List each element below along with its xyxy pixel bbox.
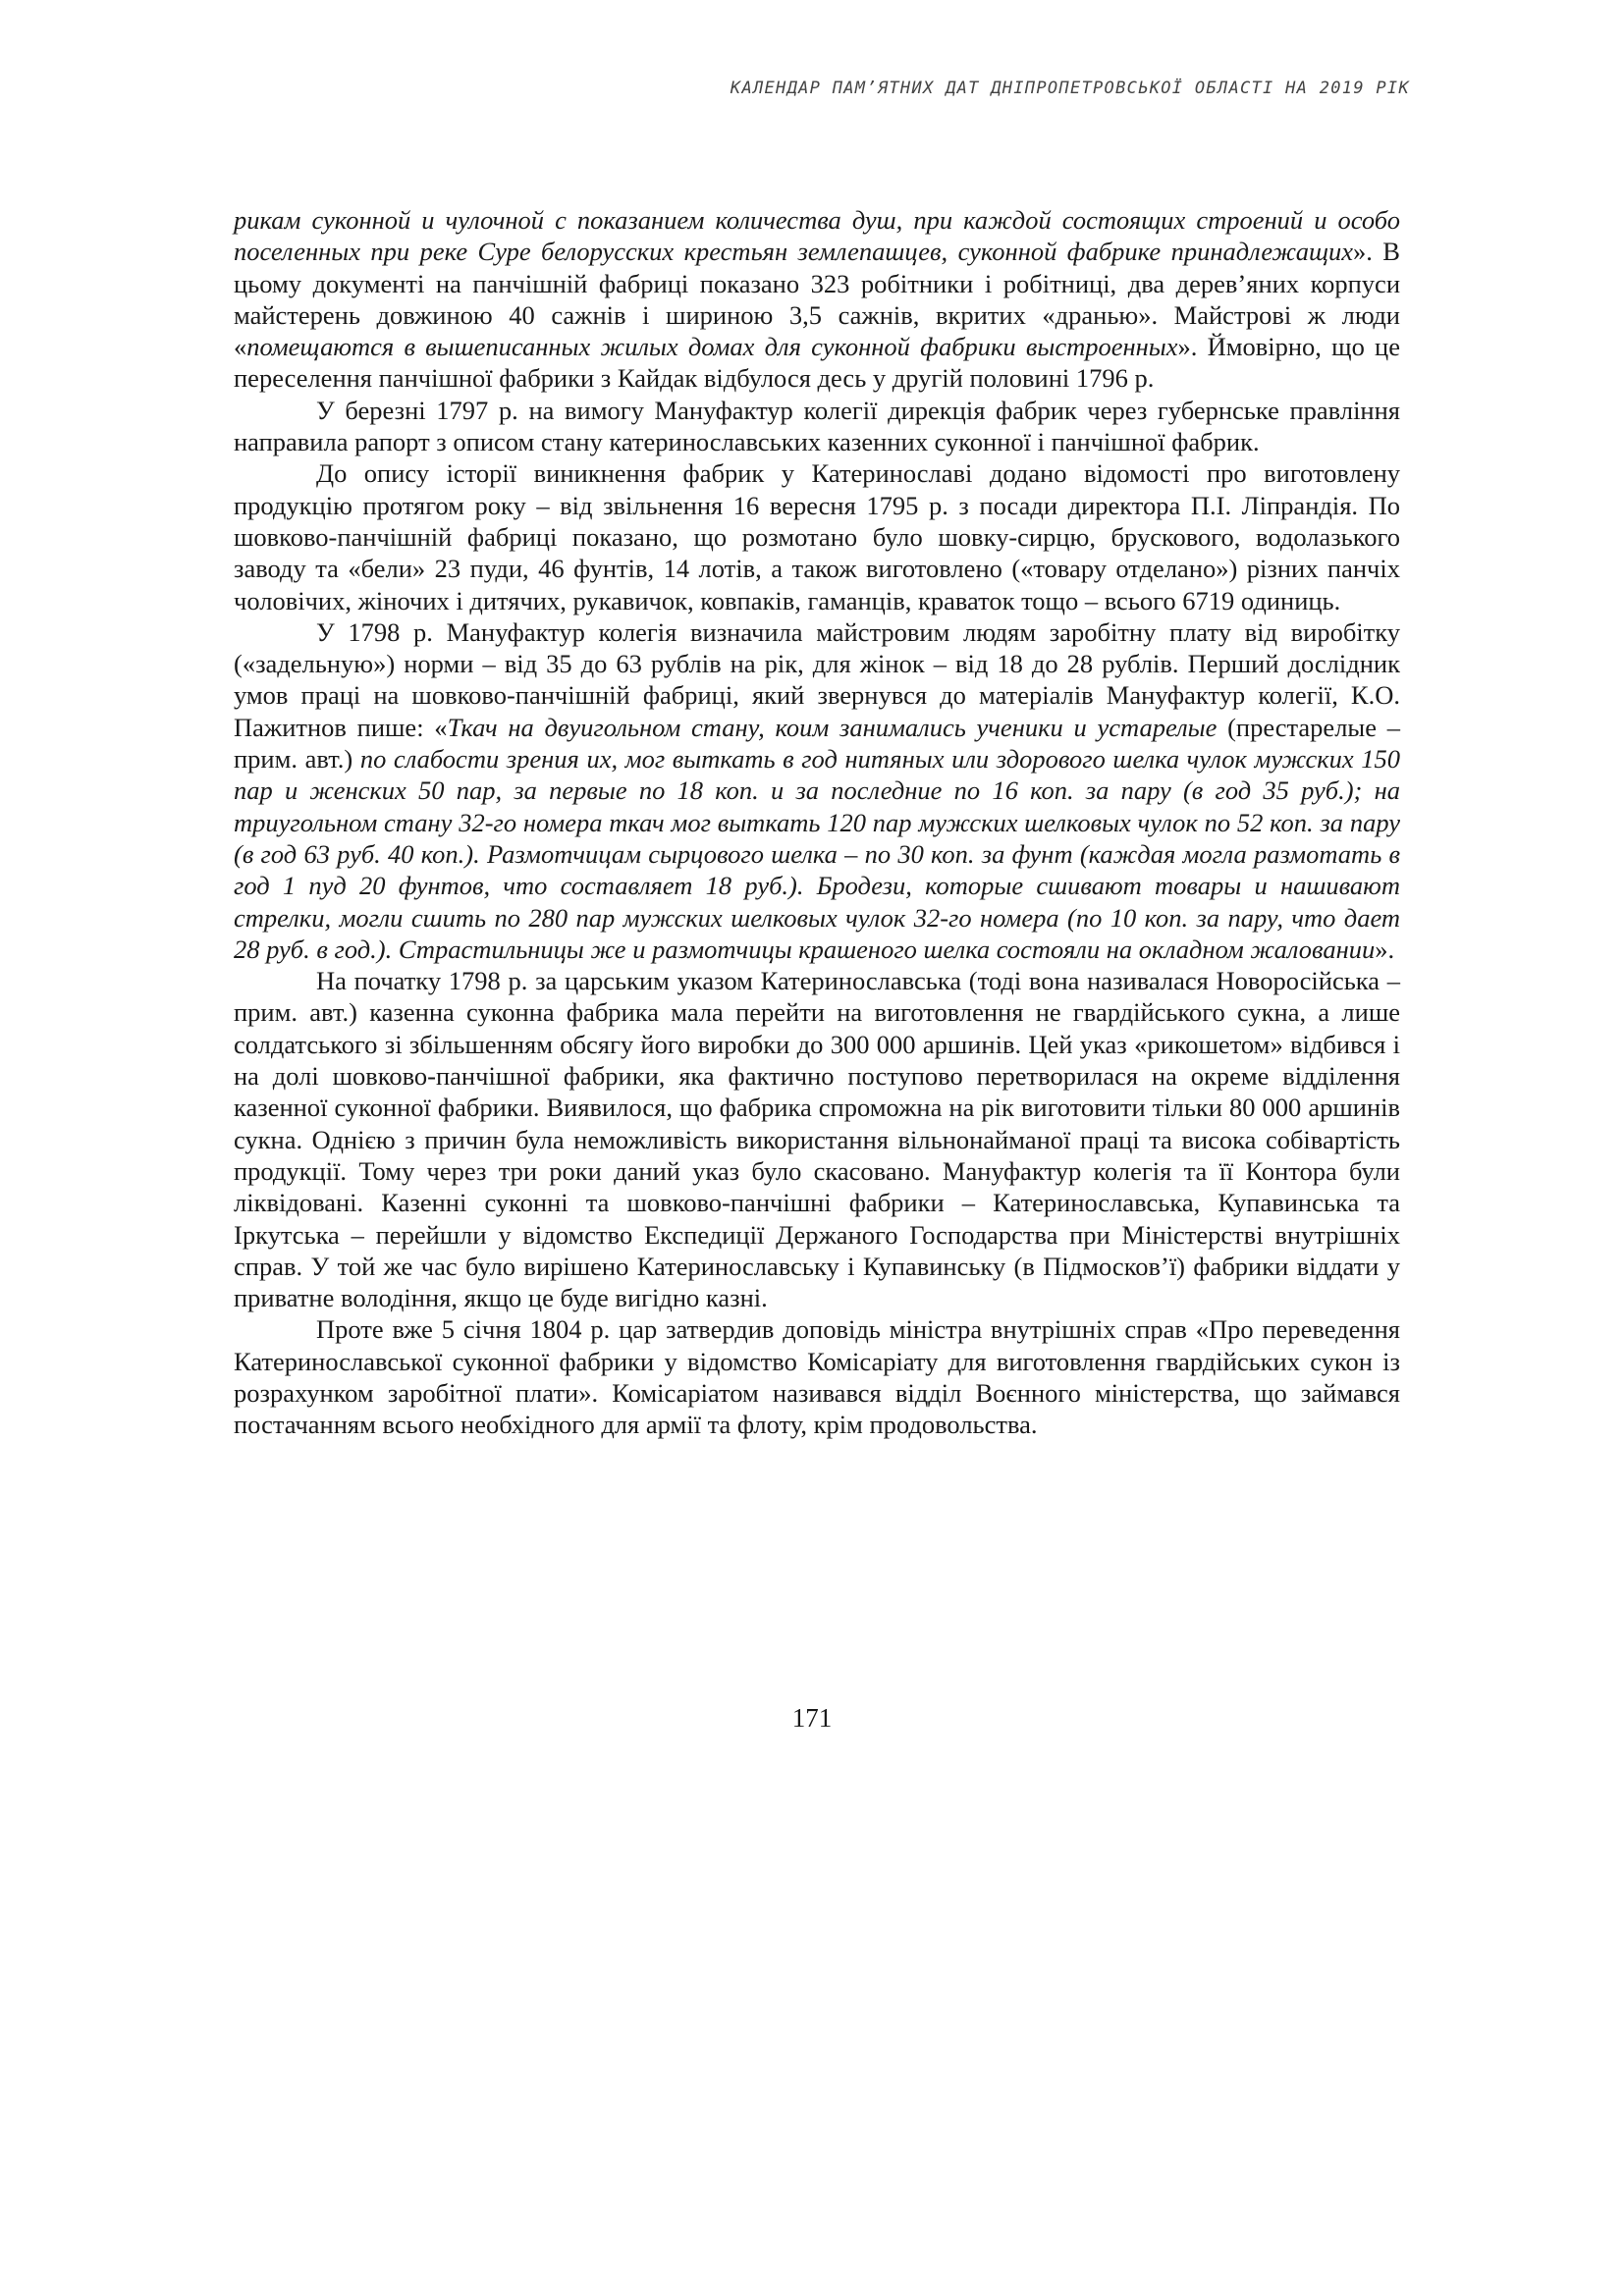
text-run: У березні 1797 р. на вимогу Мануфактур колегії дирекція фабрик через губернське правління направила рапорт з описом стану катеринославських казенних суконної і панчішної фабрик. — [234, 395, 1400, 457]
paragraph — [234, 395, 1400, 458]
text-run: Проте вже 5 січня 1804 р. цар затвердив доповідь міністра внутрішніх справ «Про переведення Катеринославської суконної фабрики у відомство Комісаріату для виготовлення гвардійських сукон із розрахунком заробітної плати». Комісаріатом називався відділ Воєнного міністерства, що займався постачанням всього необхідного для армії та флоту, крім продовольства. — [234, 1314, 1400, 1440]
text-run: До опису історії виникнення фабрик у Катеринославі додано відомості про виготовлену продукцію протягом року – від звільнення 16 вересня 1795 р. з посади директора П.І. Ліпрандія. По шовково-панчішній фабриці показано, що розмотано було шовку-сирцю, брускового, водолазького заводу та «бели» 23 пуди, 46 фунтів, 14 лотів, а також виготовлено («товару отделано») різних панчіх чоловічих, жіночих і дитячих, рукавичок, ковпаків, гаманців, краваток тощо – всього 6719 одиниць. — [234, 458, 1400, 615]
text-run: На початку 1798 р. за царським указом Катеринославська (тоді вона називалася Новоросійська – прим. авт.) казенна суконна фабрика мала перейти на виготовлення не гвардійського сукна, а лише солдатського зі збільшенням обсягу його виробки до 300 000 аршинів. Цей указ «рикошетом» відбився і на долі шовково-панчішної фабрики, яка фактично поступово перетворилася на окреме відділення казенної суконної фабрики. Виявилося, що фабрика спроможна на рік виготовити тільки 80 000 аршинів сукна. Однією з причин була неможливість використання вільнонайманої праці та висока собівартість продукції. Тому через три роки даний указ було скасовано. Мануфактур колегія та її Контора були ліквідовані. Казенні суконні та шовково-панчішні фабрики – Катеринославська, Купавинська та Іркутська – перейшли у відомство Експедиції Держаного Господарства при Міністерстві внутрішніх справ. У той же час було вирішено Катеринославську і Купавинську (в Підмосков’ї) фабрики віддати у приватне володіння, якщо це буде вигідно казні. — [234, 966, 1400, 1313]
text-run: ». В цьому документі на панчішній фабриці показано 323 робітники і робітниці, два дерев’яних корпуси майстерень довжиною 40 сажнів і шириною 3,5 сажнів, вкритих «дранью». Майстрові ж люди « — [234, 237, 1400, 362]
paragraph — [234, 965, 1400, 1313]
paragraph — [234, 457, 1400, 615]
running-header: КАЛЕНДАР ПАМ’ЯТНИХ ДАТ ДНІПРОПЕТРОВСЬКОЇ ОБЛАСТІ НА 2019 РІК — [730, 79, 1410, 98]
text-run: (престарелые – прим. авт.) — [234, 712, 1400, 774]
paragraph — [234, 616, 1400, 965]
text-run: У 1798 р. Мануфактур колегія визначила майстровим людям заробітну плату від виробітку («задельную») норми – від 35 до 63 рублів на рік, для жінок – від 18 до 28 рублів. Перший дослідник умов праці на шовково-панчішній фабриці, який звернувся до матеріалів Мануфактур колегії, К.О. Пажитнов пише: « — [234, 616, 1400, 742]
quote-italic: по слабости зрения их, мог выткать в год нитяных или здорового шелка чулок мужских 150 пар и женских 50 пар, за первые по 18 коп. и за последние по 16 коп. за пару (в год 35 руб.); на триугольном стану 32-го номера ткач мог выткать 120 пар мужских шелковых чулок по 52 коп. за пару (в год 63 руб. 40 коп.). Размотчицам сырцового шелка – по 30 коп. за фунт (каждая могла размотать в год 1 пуд 20 фунтов, что составляет 18 руб.). Бродези, которые сшивают товары и нашивают стрелки, могли сшить по 280 пар мужских шелковых чулок 32-го номера (по 10 коп. за пару, что дает 28 руб. в год.). Страстильницы же и размотчицы крашеного шелка состояли на окладном жаловании — [234, 744, 1400, 964]
quote-italic: рикам суконной и чулочной с показанием количества душ, при каждой состоящих строений и особо поселенных при реке Суре белорусских крестьян землепашцев, суконной фабрике принадлежащих — [234, 205, 1400, 267]
page-number: 171 — [791, 1703, 833, 1733]
quote-italic: помещаются в вышеписанных жилых домах для суконной фабрики выстроенных — [246, 332, 1178, 362]
paragraph — [234, 1313, 1400, 1440]
article-body — [234, 204, 1400, 1441]
text-run: ». — [1375, 934, 1395, 964]
text-run: ». Ймовірно, що це переселення панчішної фабрики з Кайдак відбулося десь у другій половині 1796 р. — [234, 332, 1400, 394]
quote-italic: Ткач на двуигольном стану, коим занимались ученики и устарелые — [447, 712, 1218, 742]
paragraph — [234, 204, 1400, 395]
